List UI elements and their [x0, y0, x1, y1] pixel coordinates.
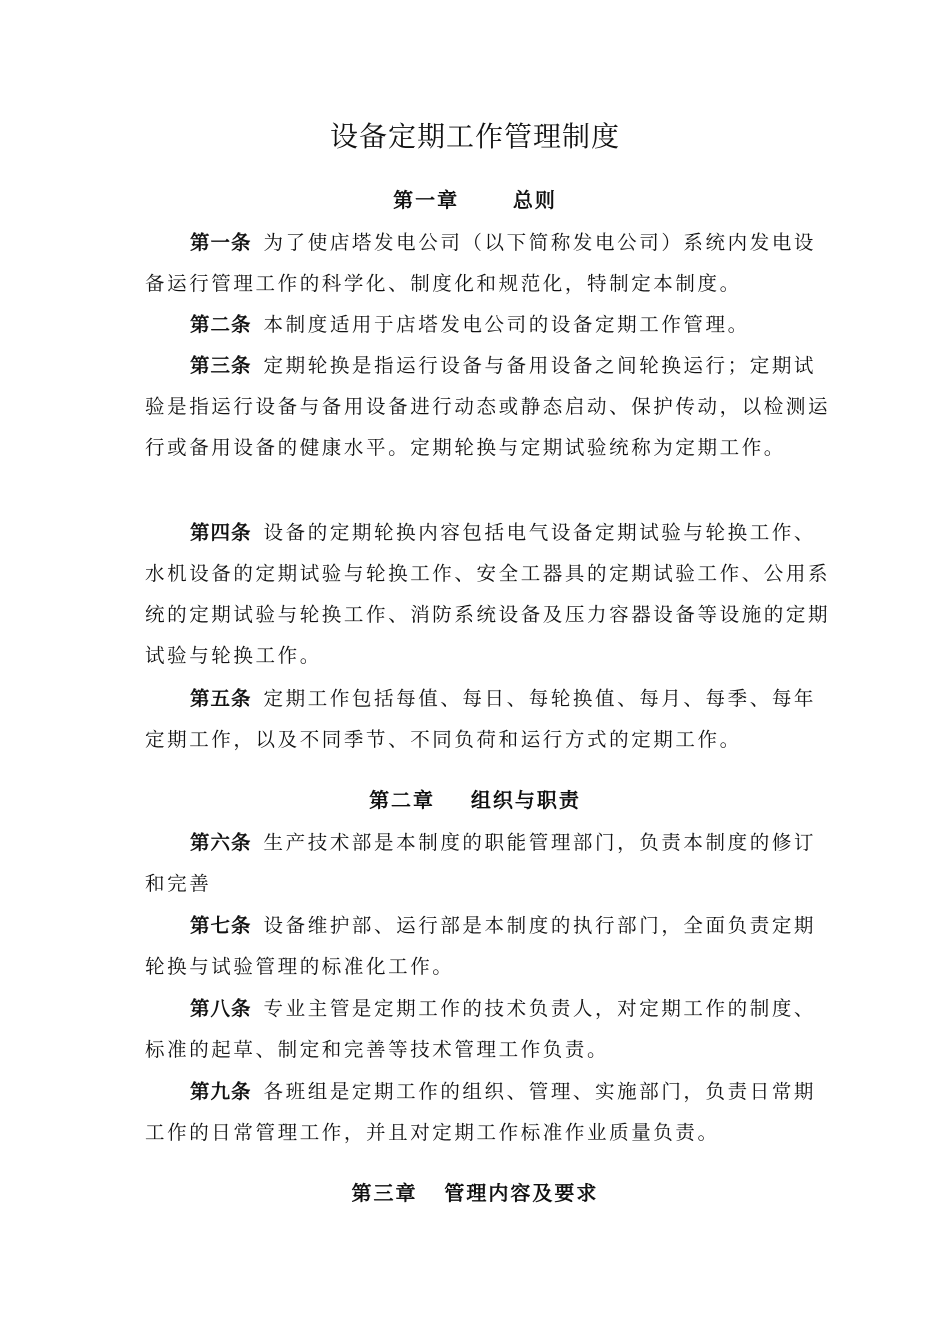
article-text: 定期轮换是指运行设备与备用设备之间轮换运行；定期试验是指运行设备与备用设备进行动态或静态启动、保护传动，以检测运行或备用设备的健康水平。定期轮换与定期试验统称为定期工作。 — [145, 354, 831, 459]
article-3 — [145, 345, 835, 468]
article-text: 各班组是定期工作的组织、管理、实施部门，负责日常期工作的日常管理工作，并且对定期工作标准作业质量负责。 — [145, 1080, 817, 1144]
article-6 — [145, 822, 835, 904]
article-number: 第九条 — [190, 1080, 252, 1103]
article-number: 第八条 — [190, 997, 252, 1020]
chapter-heading: 第二章 组织与职责 — [369, 788, 581, 812]
article-text: 设备的定期轮换内容包括电气设备定期试验与轮换工作、水机设备的定期试验与轮换工作、安全工器具的定期试验工作、公用系统的定期试验与轮换工作、消防系统设备及压力容器设备等设施的定期试验与轮换工作。 — [145, 521, 831, 667]
article-text: 定期工作包括每值、每日、每轮换值、每月、每季、每年定期工作，以及不同季节、不同负荷和运行方式的定期工作。 — [145, 687, 817, 751]
article-number: 第七条 — [190, 914, 252, 937]
article-5 — [145, 678, 835, 760]
article-text: 为了使店塔发电公司（以下简称发电公司）系统内发电设备运行管理工作的科学化、制度化和规范化，特制定本制度。 — [145, 231, 817, 295]
article-7 — [145, 905, 835, 987]
article-2 — [145, 304, 835, 345]
article-9 — [145, 1071, 835, 1153]
article-8 — [145, 988, 835, 1070]
article-4 — [145, 512, 835, 676]
article-number: 第五条 — [190, 687, 252, 710]
article-number: 第四条 — [190, 521, 252, 544]
article-1 — [145, 222, 835, 304]
article-number: 第二条 — [190, 313, 252, 336]
article-text: 生产技术部是本制度的职能管理部门，负责本制度的修订和完善 — [145, 831, 817, 895]
article-text: 专业主管是定期工作的技术负责人，对定期工作的制度、标准的起草、制定和完善等技术管理工作负责。 — [145, 997, 817, 1061]
article-text: 本制度适用于店塔发电公司的设备定期工作管理。 — [263, 313, 750, 336]
chapter-heading: 第三章 管理内容及要求 — [351, 1181, 599, 1205]
document-title: 设备定期工作管理制度 — [329, 120, 620, 153]
article-number: 第一条 — [190, 231, 252, 254]
article-text: 设备维护部、运行部是本制度的执行部门，全面负责定期轮换与试验管理的标准化工作。 — [145, 914, 817, 978]
article-number: 第六条 — [190, 831, 252, 854]
article-number: 第三条 — [190, 354, 252, 377]
chapter-heading: 第一章 总则 — [393, 188, 557, 212]
